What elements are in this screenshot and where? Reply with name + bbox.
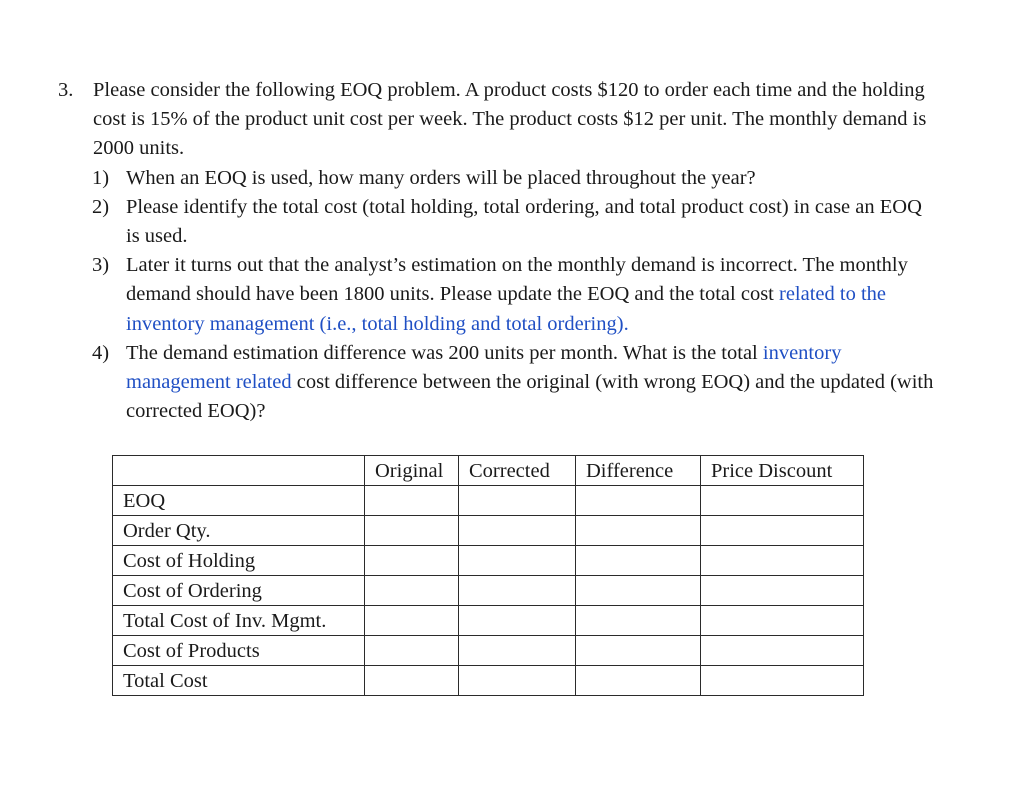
- results-table: [112, 455, 864, 696]
- sub-question-text: Later it turns out that the analyst’s estimation on the monthly demand is incorrect. The monthly demand should have been 1800 units. Please update the EOQ and the total cost: [126, 254, 908, 306]
- table-cell: [701, 606, 864, 636]
- table-row: [113, 636, 864, 666]
- table-cell: [459, 576, 576, 606]
- table-cell: [459, 546, 576, 576]
- highlighted-text: related to the inventory management (i.e., total holding and total ordering): [126, 283, 887, 335]
- table-cell: [365, 546, 459, 576]
- table-cell: [576, 486, 701, 516]
- row-label: Order Qty.: [113, 516, 365, 546]
- table-cell: [459, 516, 576, 546]
- table-row: [113, 666, 864, 696]
- row-label: Cost of Ordering: [113, 576, 365, 606]
- sub-question-number: 3): [92, 254, 110, 277]
- table-cell: [365, 516, 459, 546]
- table-cell: [576, 576, 701, 606]
- row-label: Cost of Holding: [113, 546, 365, 576]
- table-cell: [576, 546, 701, 576]
- table-cell: [701, 486, 864, 516]
- sub-question-end: .: [623, 312, 629, 335]
- table-cell: [459, 606, 576, 636]
- table-cell: [701, 516, 864, 546]
- sub-question-text: The demand estimation difference was 200 units per month. What is the total: [126, 341, 763, 364]
- sub-question-list: [58, 164, 938, 427]
- problem-number: 3.: [58, 79, 74, 101]
- sub-question-1: [58, 164, 938, 193]
- problem-intro: Please consider the following EOQ problem. A product costs $120 to order each time and the holding cost is 15% of the product unit cost per week. The product costs $12 per unit. The monthly demand is 2000 units.: [93, 79, 927, 160]
- table-cell: [459, 636, 576, 666]
- table-cell: [701, 636, 864, 666]
- sub-question-text-end: cost difference between the original (with wrong EOQ) and the updated (with corrected EOQ)?: [126, 371, 934, 423]
- table-cell: [365, 576, 459, 606]
- table-cell: [365, 606, 459, 636]
- table-cell: [365, 486, 459, 516]
- header-cell-corrected: Corrected: [459, 456, 576, 486]
- table-header-row: [113, 456, 864, 486]
- row-label: Total Cost of Inv. Mgmt.: [113, 606, 365, 636]
- sub-question-4: [58, 339, 938, 427]
- table-cell: [576, 516, 701, 546]
- sub-question-text: When an EOQ is used, how many orders will be placed throughout the year?: [126, 166, 756, 189]
- row-label: Total Cost: [113, 666, 365, 696]
- sub-question-2: [58, 193, 938, 251]
- table-cell: [365, 636, 459, 666]
- table-cell: [701, 546, 864, 576]
- table-row: [113, 486, 864, 516]
- header-cell-original: Original: [365, 456, 459, 486]
- table-row: [113, 576, 864, 606]
- header-cell-blank: [113, 456, 365, 486]
- table-cell: [576, 606, 701, 636]
- table-cell: [576, 636, 701, 666]
- problem-3: [58, 76, 938, 426]
- highlighted-text: inventory management related: [126, 341, 842, 394]
- table-cell: [701, 666, 864, 696]
- row-label: EOQ: [113, 486, 365, 516]
- table-cell: [576, 666, 701, 696]
- header-cell-difference: Difference: [576, 456, 701, 486]
- table-row: [113, 606, 864, 636]
- table-cell: [459, 486, 576, 516]
- sub-question-number: 1): [92, 166, 110, 189]
- sub-question-number: 2): [92, 195, 110, 218]
- table-cell: [365, 666, 459, 696]
- sub-question-number: 4): [92, 341, 110, 364]
- sub-question-text: Please identify the total cost (total holding, total ordering, and total product cost) in case an EOQ is used.: [126, 195, 922, 248]
- table-cell: [459, 666, 576, 696]
- header-cell-price-discount: Price Discount: [701, 456, 864, 486]
- table-row: [113, 546, 864, 576]
- table-cell: [701, 576, 864, 606]
- sub-question-3: [58, 251, 938, 339]
- row-label: Cost of Products: [113, 636, 365, 666]
- table-row: [113, 516, 864, 546]
